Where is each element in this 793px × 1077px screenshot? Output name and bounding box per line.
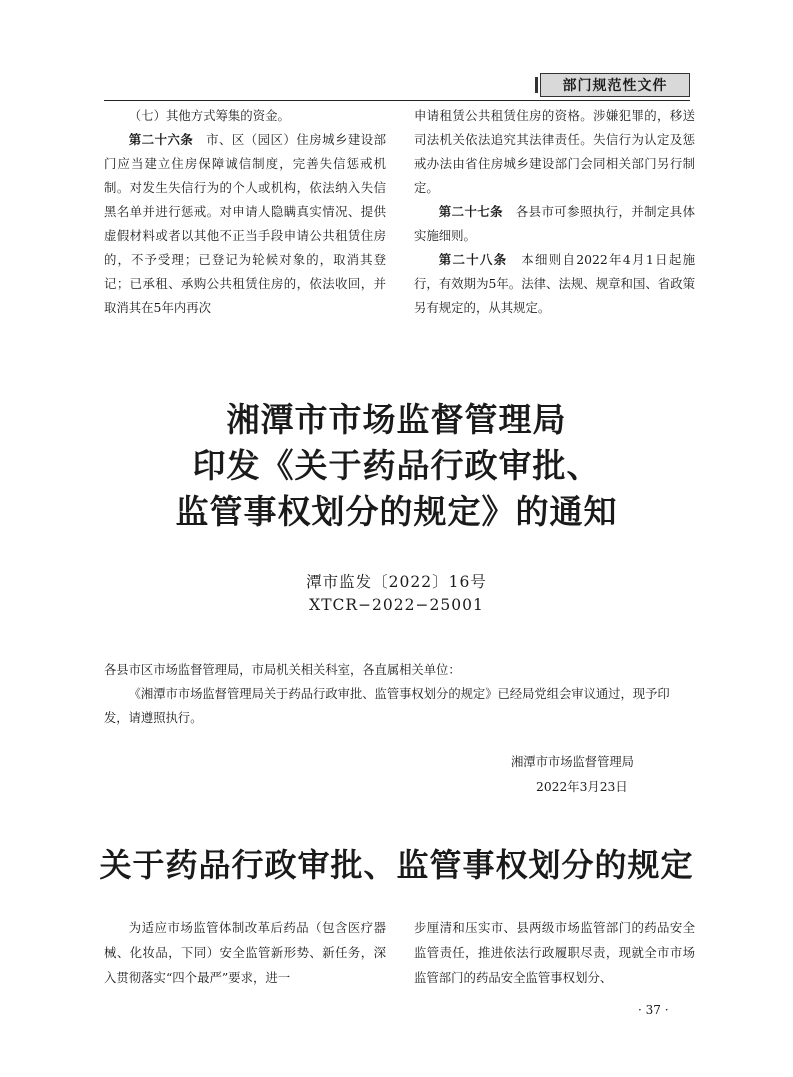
prev-right-column <box>414 104 695 320</box>
recipients: 各县市区市场监督管理局，市局机关相关科室，各直属相关单位： <box>104 663 461 677</box>
paragraph: 步厘清和压实市、县两级市场监管部门的药品安全监管责任，推进依法行政履职尽责，现就全市市场监管部门的药品安全监管事权划分、 <box>414 920 695 985</box>
regulation-title: 关于药品行政审批、监管事权划分的规定 <box>99 846 694 884</box>
signature-date: 2022年3月23日 <box>536 780 628 794</box>
paragraph: 为适应市场监管体制改革后药品（包含医疗器械、化妆品，下同）安全监管新形势、新任务，深入贯彻落实“四个最严”要求，进一 <box>104 920 386 985</box>
page-number: · 37 · <box>638 1003 669 1017</box>
header-rule <box>104 100 690 101</box>
section-tag-label: 部门规范性文件 <box>562 78 668 94</box>
registration-number: XTCR−2022−25001 <box>309 596 484 614</box>
paragraph-article-27: 第二十七条 各县市可参照执行，并制定具体实施细则。 <box>414 204 696 243</box>
paragraph: 申请租赁公共租赁住房的资格。涉嫌犯罪的，移送司法机关依法追究其法律责任。失信行为认定及惩戒办法由省住房城乡建设部门会同相关部门另行制定。 <box>414 108 695 195</box>
regulation-right-column <box>414 915 695 990</box>
notice-title-line-1: 湘潭市市场监督管理局 <box>226 400 567 439</box>
document-number: 潭市监发〔2022〕16号 <box>306 573 487 591</box>
paragraph-article-26: 第二十六条 市、区（园区）住房城乡建设部门应当建立住房保障诚信制度，完善失信惩戒机制。对发生失信行为的个人或机构，依法纳入失信黑名单并进行惩戒。对申请人隐瞒真实情况、提供虚假材料或者以其他不正当手段申请公共租赁住房的，不予受理；已登记为轮候对象的，取消其登记；已承租、承购公共租赁住房的，依法收回，并取消其在5年内再次 <box>104 132 387 315</box>
notice-title-line-3: 监管事权划分的规定》的通知 <box>175 492 618 531</box>
section-tag <box>540 73 690 97</box>
regulation-left-column <box>104 915 386 990</box>
article-label: 第二十六条 <box>128 132 194 147</box>
signature-org: 湘潭市市场监督管理局 <box>511 755 634 769</box>
notice-title-line-2: 印发《关于药品行政审批、 <box>192 446 601 485</box>
paragraph-article-28: 第二十八条 本细则自2022年4月1日起施行，有效期为5年。法律、法规、规章和国、省政策另有规定的，从其规定。 <box>414 252 695 315</box>
paragraph: （七）其他方式筹集的资金。 <box>128 108 290 123</box>
notice-body: 《湘潭市市场监督管理局关于药品行政审批、监管事权划分的规定》已经局党组会审议通过，现予印发，请遵照执行。 <box>104 687 670 725</box>
prev-left-column <box>104 104 386 320</box>
article-label: 第二十八条 <box>438 252 508 267</box>
article-label: 第二十七条 <box>438 204 503 219</box>
